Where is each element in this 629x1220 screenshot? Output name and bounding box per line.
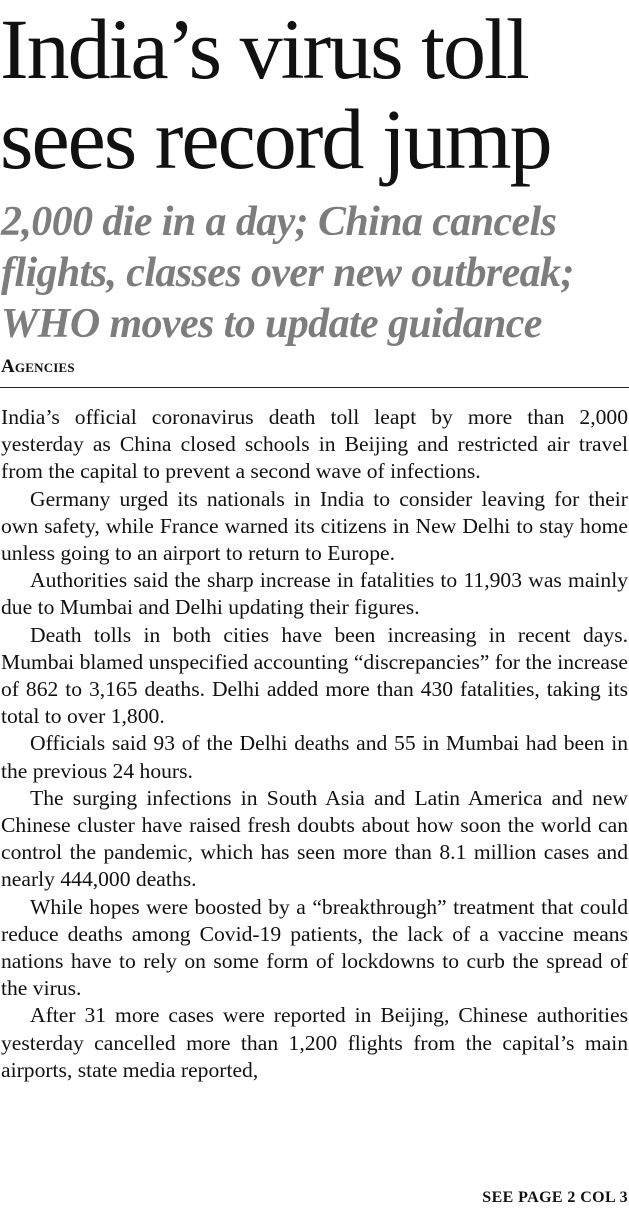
paragraph-2: Germany urged its nationals in India to consider leaving for their own safety, while France warned its citizens in New Delhi to stay home unless going to an airport to return to Europe. xyxy=(1,486,628,566)
headline-line-1: India’s virus toll xyxy=(0,1,528,97)
paragraph-4: Death tolls in both cities have been increasing in recent days. Mumbai blamed unspecified accounting “discrepancies” for the increase of 862 to 3,165 deaths. Delhi added more than 430 fatalities, taking its total to over 1,800. xyxy=(1,622,628,729)
headline xyxy=(0,1,629,187)
byline-divider xyxy=(0,387,629,388)
paragraph-5: Officials said 93 of the Delhi deaths and 55 in Mumbai had been in the previous 24 hours. xyxy=(1,731,628,783)
subheadline-line-2: flights, classes over new outbreak; xyxy=(1,250,574,296)
continuation-reference: SEE PAGE 2 COL 3 xyxy=(482,1189,628,1206)
paragraph-6: The surging infections in South Asia and Latin America and new Chinese cluster have raised fresh doubts about how soon the world can control the pandemic, which has seen more than 8.1 million cases and nearly 444,000 deaths. xyxy=(1,785,628,892)
headline-line-2: sees record jump xyxy=(0,91,551,187)
paragraph-7: While hopes were boosted by a “breakthrough” treatment that could reduce deaths among Covid-19 patients, the lack of a vaccine means nations have to rely on some form of lockdowns to curb the spread of the virus. xyxy=(1,894,628,1001)
subheadline-line-3: WHO moves to update guidance xyxy=(1,301,542,347)
article-body xyxy=(1,404,628,1084)
paragraph-3: Authorities said the sharp increase in fatalities to 11,903 was mainly due to Mumbai and Delhi updating their figures. xyxy=(1,568,628,620)
paragraph-8: After 31 more cases were reported in Beijing, Chinese authorities yesterday cancelled more than 1,200 flights from the capital’s main airports, state media reported, xyxy=(1,1003,628,1082)
subheadline-line-1: 2,000 die in a day; China cancels xyxy=(1,199,557,245)
paragraph-1: India’s official coronavirus death toll leapt by more than 2,000 yesterday as China closed schools in Beijing and restricted air travel from the capital to prevent a second wave of infections. xyxy=(1,405,628,484)
byline: Agencies xyxy=(1,356,75,377)
subheadline xyxy=(1,197,629,350)
